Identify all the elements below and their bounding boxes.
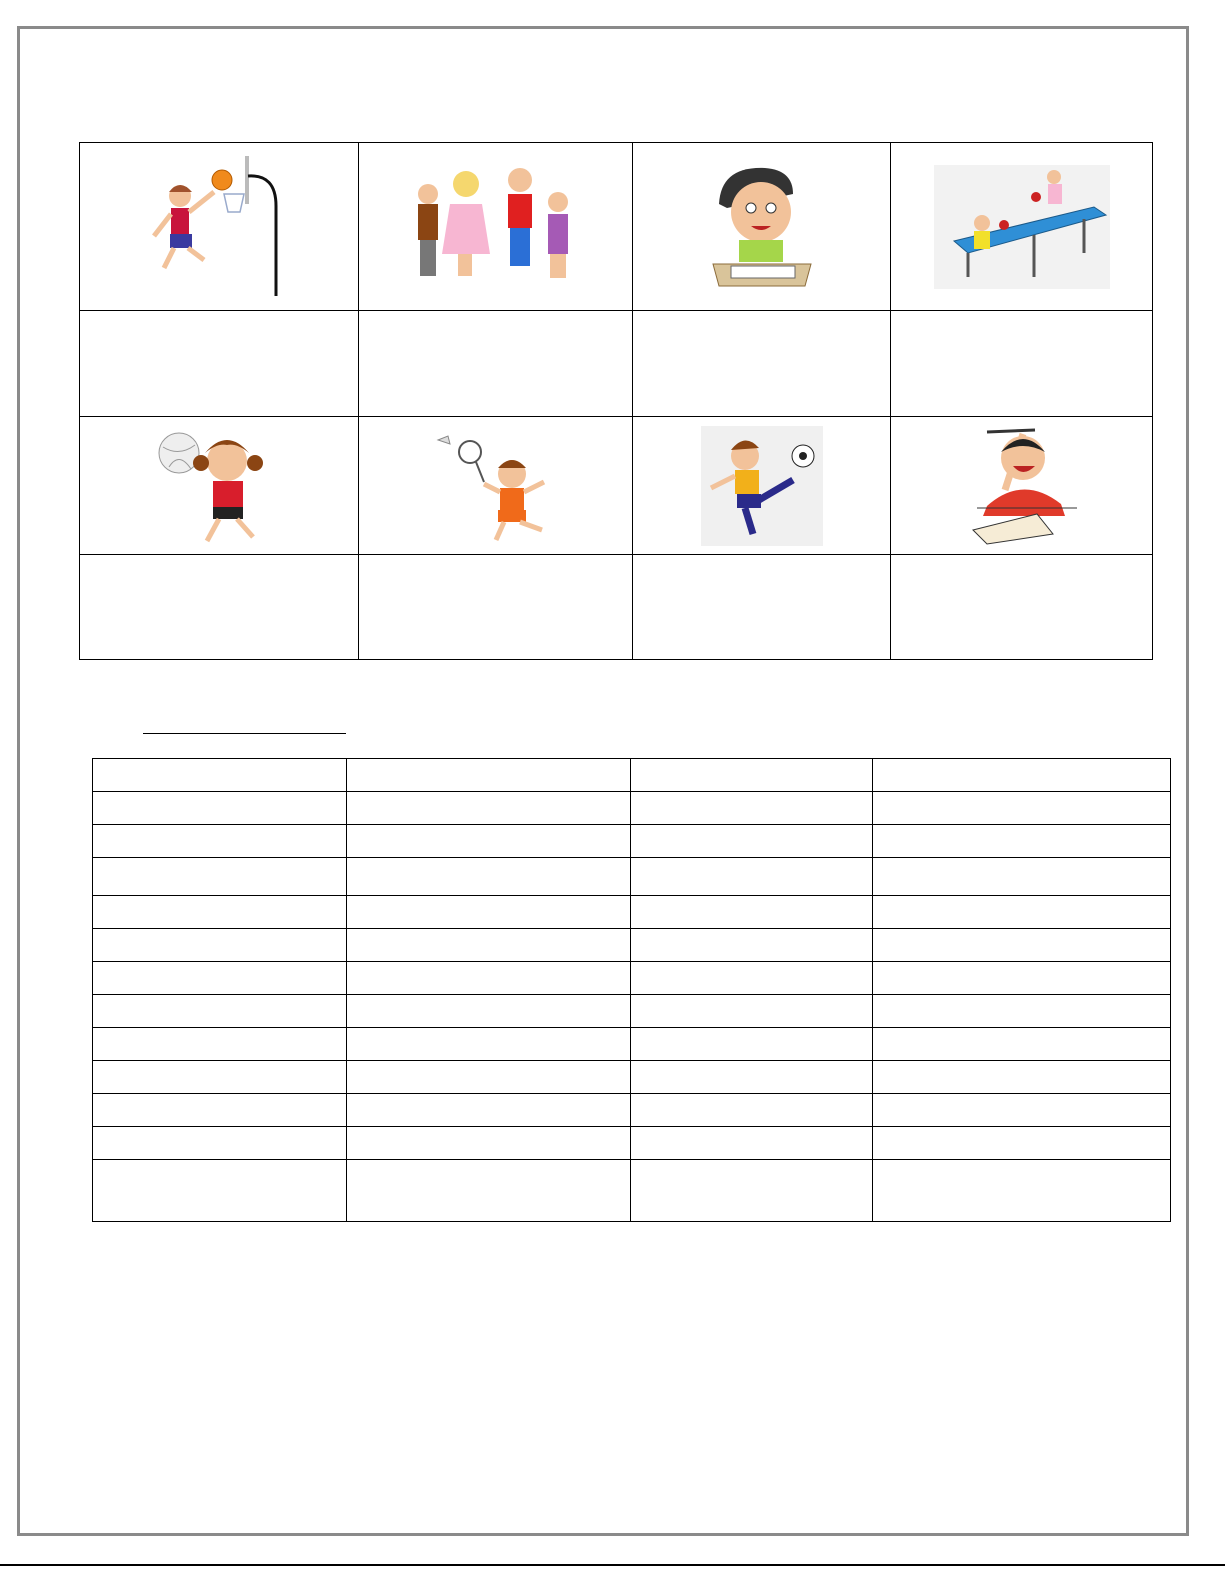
writing-cell[interactable] (633, 311, 891, 417)
grid-cell[interactable] (873, 825, 1171, 858)
writing-cell[interactable] (891, 555, 1153, 660)
grid-cell[interactable] (93, 995, 347, 1028)
picture-cell-crossword (891, 417, 1153, 555)
picture-cell-talking (359, 143, 633, 311)
grid-cell[interactable] (873, 929, 1171, 962)
grid-cell[interactable] (347, 1061, 631, 1094)
crossword-boy-icon (957, 426, 1087, 546)
grid-cell[interactable] (93, 1094, 347, 1127)
writing-cell[interactable] (633, 555, 891, 660)
grid-cell[interactable] (93, 792, 347, 825)
grid-cell[interactable] (93, 1028, 347, 1061)
grid-cell[interactable] (347, 995, 631, 1028)
grid-cell[interactable] (873, 1160, 1171, 1222)
writing-cell[interactable] (359, 555, 633, 660)
grid-cell[interactable] (631, 896, 873, 929)
grid-cell[interactable] (631, 1028, 873, 1061)
grid-cell[interactable] (631, 792, 873, 825)
chess-boy-icon (707, 164, 817, 289)
grid-cell[interactable] (873, 858, 1171, 896)
grid-cell[interactable] (873, 995, 1171, 1028)
grid-cell[interactable] (631, 1127, 873, 1160)
table-tennis-icon (934, 165, 1110, 289)
picture-cell-chess (633, 143, 891, 311)
grid-cell[interactable] (347, 929, 631, 962)
grid-cell[interactable] (347, 1160, 631, 1222)
basketball-player-icon (144, 154, 294, 299)
grid-cell[interactable] (93, 759, 347, 792)
volleyball-girl-icon (157, 423, 282, 548)
grid-cell[interactable] (873, 962, 1171, 995)
grid-cell[interactable] (347, 825, 631, 858)
grid-cell[interactable] (631, 1094, 873, 1127)
badminton-boy-icon (426, 426, 566, 546)
grid-cell[interactable] (631, 825, 873, 858)
grid-cell[interactable] (347, 858, 631, 896)
heading-blank-line[interactable] (143, 733, 346, 734)
grid-cell[interactable] (631, 1061, 873, 1094)
grid-cell[interactable] (873, 1127, 1171, 1160)
grid-cell[interactable] (347, 1127, 631, 1160)
grid-cell[interactable] (347, 1094, 631, 1127)
writing-cell[interactable] (80, 555, 359, 660)
grid-cell[interactable] (873, 1061, 1171, 1094)
grid-cell[interactable] (631, 759, 873, 792)
grid-cell[interactable] (347, 896, 631, 929)
activity-picture-table (79, 142, 1153, 660)
grid-cell[interactable] (93, 962, 347, 995)
picture-cell-football (633, 417, 891, 555)
grid-cell[interactable] (631, 929, 873, 962)
grid-cell[interactable] (93, 1061, 347, 1094)
football-boy-icon (701, 426, 823, 546)
grid-cell[interactable] (347, 962, 631, 995)
grid-cell[interactable] (631, 995, 873, 1028)
picture-cell-basketball (80, 143, 359, 311)
picture-cell-table-tennis (891, 143, 1153, 311)
writing-cell[interactable] (80, 311, 359, 417)
writing-cell[interactable] (359, 311, 633, 417)
grid-cell[interactable] (93, 1127, 347, 1160)
grid-cell[interactable] (873, 896, 1171, 929)
picture-cell-volleyball (80, 417, 359, 555)
grid-cell[interactable] (93, 896, 347, 929)
grid-cell[interactable] (93, 825, 347, 858)
children-talking-icon (408, 164, 583, 289)
grid-cell[interactable] (347, 792, 631, 825)
grid-cell[interactable] (873, 759, 1171, 792)
grid-cell[interactable] (631, 1160, 873, 1222)
grid-cell[interactable] (873, 1094, 1171, 1127)
bottom-rule (0, 1564, 1225, 1566)
grid-cell[interactable] (873, 792, 1171, 825)
grid-cell[interactable] (631, 858, 873, 896)
grid-cell[interactable] (873, 1028, 1171, 1061)
writing-cell[interactable] (891, 311, 1153, 417)
grid-cell[interactable] (347, 1028, 631, 1061)
grid-cell[interactable] (347, 759, 631, 792)
picture-cell-badminton (359, 417, 633, 555)
grid-cell[interactable] (93, 929, 347, 962)
grid-cell[interactable] (93, 858, 347, 896)
grid-cell[interactable] (93, 1160, 347, 1222)
answer-grid-table (92, 758, 1171, 1222)
grid-cell[interactable] (631, 962, 873, 995)
